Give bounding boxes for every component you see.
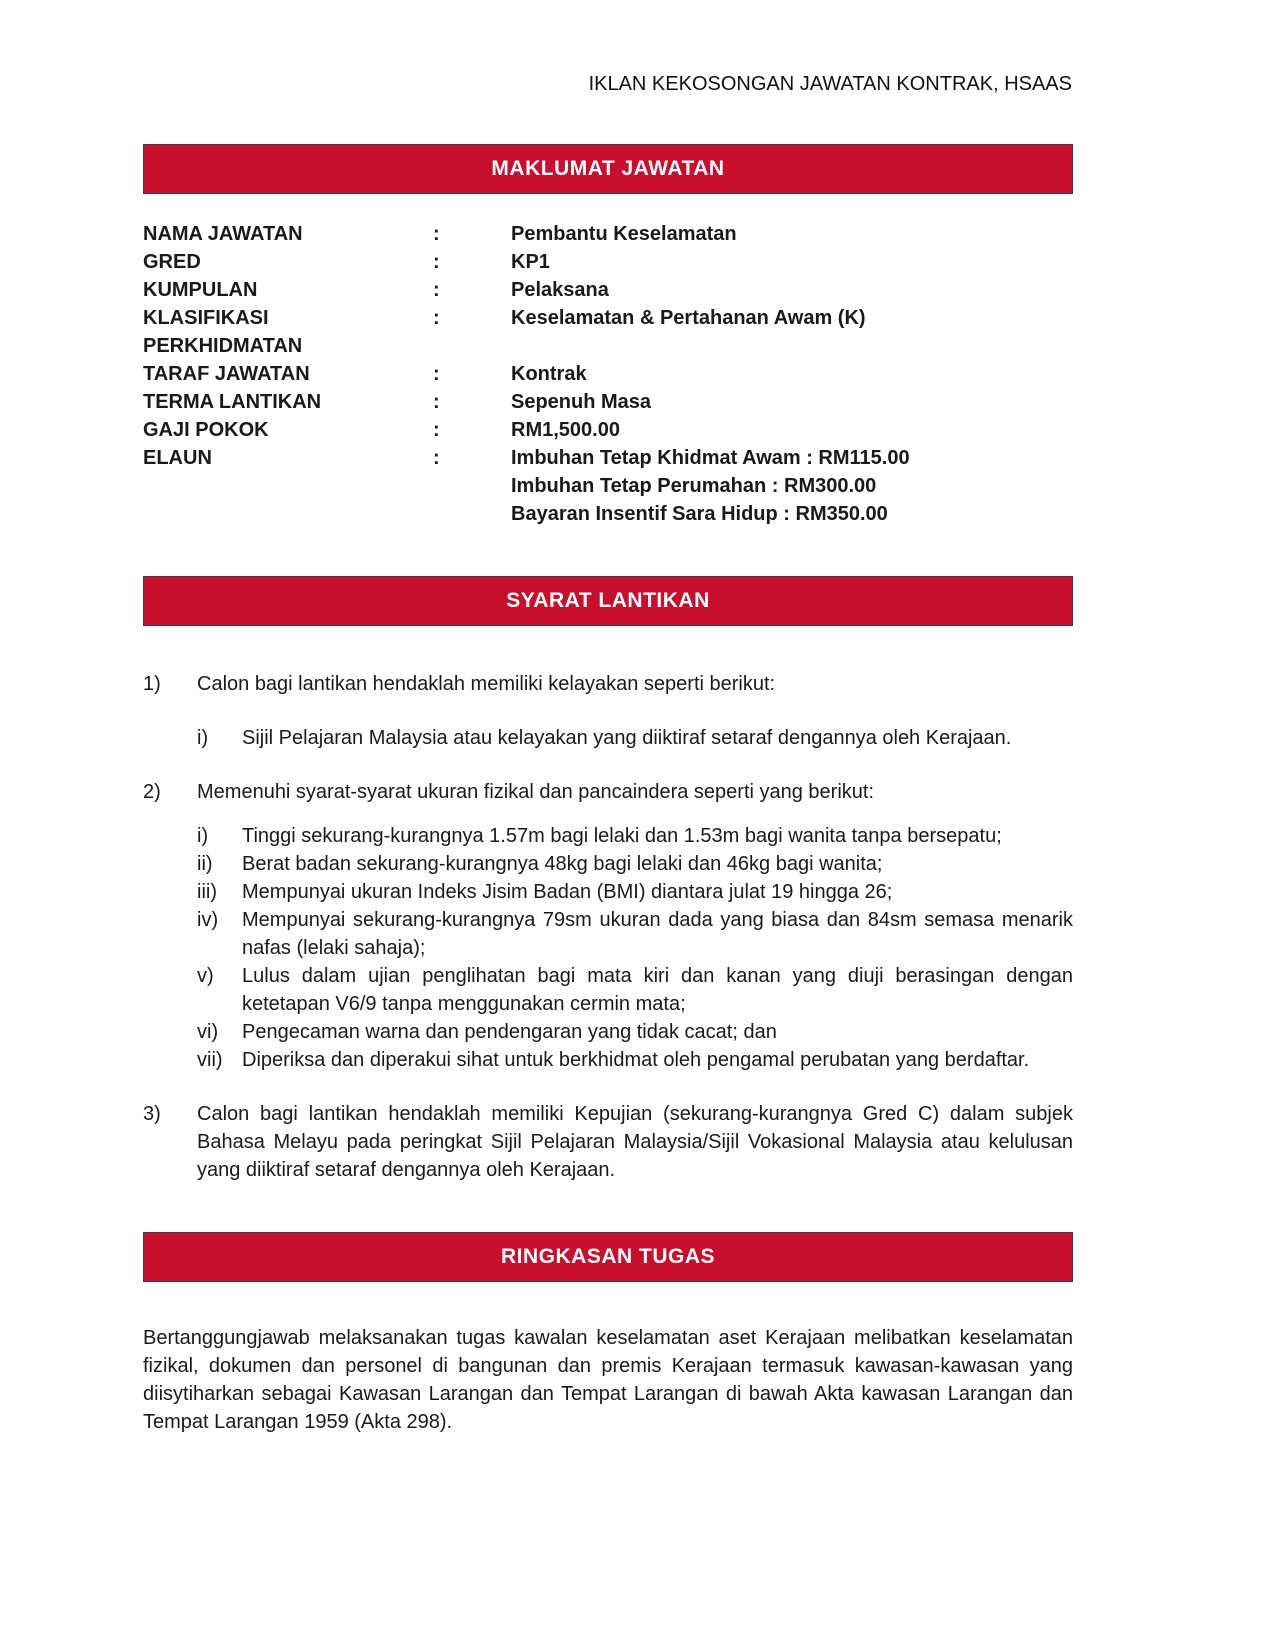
field-colon — [433, 332, 511, 360]
field-label: GAJI POKOK — [143, 419, 269, 441]
sub-item-text: Berat badan sekurang-kurangnya 48kg bagi lelaki dan 46kg bagi wanita; — [242, 853, 883, 875]
field-row — [143, 304, 1073, 332]
section-banner-maklumat-jawatan: MAKLUMAT JAWATAN — [143, 144, 1073, 194]
sub-item-text: Mempunyai sekurang-kurangnya 79sm ukuran dada yang biasa dan 84sm semasa menarik nafas (lelaki sahaja); — [242, 909, 1073, 959]
list-item-text: Calon bagi lantikan hendaklah memiliki Kepujian (sekurang-kurangnya Gred C) dalam subjek Bahasa Melayu pada peringkat Sijil Pelajaran Malaysia/Sijil Vokasional Malaysia atau kelulusan yang diiktiraf setaraf dengannya oleh Kerajaan. — [197, 1103, 1073, 1181]
field-colon — [433, 500, 511, 528]
sub-item-number: i) — [197, 727, 209, 749]
field-label: TERMA LANTIKAN — [143, 391, 322, 413]
field-colon: : — [433, 419, 440, 441]
sub-item-number: i) — [197, 825, 209, 847]
sub-item-text: Sijil Pelajaran Malaysia atau kelayakan yang diiktiraf setaraf dengannya oleh Kerajaan. — [242, 727, 1012, 749]
sub-item — [197, 1046, 1073, 1074]
field-value: Imbuhan Tetap Khidmat Awam : RM115.00 — [511, 447, 910, 469]
field-value: Sepenuh Masa — [511, 391, 652, 413]
field-label: TARAF JAWATAN — [143, 363, 310, 385]
document-header-title: IKLAN KEKOSONGAN JAWATAN KONTRAK, HSAAS — [588, 73, 1072, 95]
list-item-3 — [143, 1100, 1073, 1184]
list-item-number: 2) — [143, 781, 161, 803]
sub-item — [197, 906, 1073, 962]
sub-item-number: iii) — [197, 881, 217, 903]
sub-item-number: ii) — [197, 853, 213, 875]
sub-item — [197, 822, 1073, 850]
field-value: Kontrak — [511, 363, 587, 385]
list-item-number: 3) — [143, 1103, 161, 1125]
field-row — [143, 220, 1073, 248]
sublist-item-1 — [143, 724, 1073, 752]
field-colon: : — [433, 307, 440, 329]
field-colon: : — [433, 363, 440, 385]
field-row — [143, 332, 1073, 360]
sub-item-text: Lulus dalam ujian penglihatan bagi mata kiri dan kanan yang diuji berasingan dengan ketetapan V6/9 tanpa menggunakan cermin mata; — [242, 965, 1073, 1015]
field-row — [143, 472, 1073, 500]
job-summary-paragraph: Bertanggungjawab melaksanakan tugas kawalan keselamatan aset Kerajaan melibatkan keselamatan fizikal, dokumen dan personel di bangunan dan premis Kerajaan termasuk kawasan-kawasan yang diisytiharkan sebagai Kawasan Larangan dan Tempat Larangan di bawah Akta kawasan Larangan dan Tempat Larangan 1959 (Akta 298). — [143, 1327, 1073, 1433]
sub-item-text: Pengecaman warna dan pendengaran yang tidak cacat; dan — [242, 1021, 777, 1043]
sub-item — [197, 878, 1073, 906]
field-value: RM1,500.00 — [511, 419, 620, 441]
sub-item-number: vi) — [197, 1021, 219, 1043]
field-value: Keselamatan & Pertahanan Awam (K) — [511, 307, 866, 329]
document-content — [0, 144, 1275, 1436]
field-row — [143, 388, 1073, 416]
field-label — [143, 500, 433, 528]
sub-item-number: v) — [197, 965, 214, 987]
field-colon: : — [433, 251, 440, 273]
field-value — [511, 332, 1073, 360]
field-colon: : — [433, 279, 440, 301]
section-banner-syarat-lantikan: SYARAT LANTIKAN — [143, 576, 1073, 626]
list-item-text: Calon bagi lantikan hendaklah memiliki kelayakan seperti berikut: — [197, 673, 776, 695]
field-label: NAMA JAWATAN — [143, 223, 303, 245]
field-row — [143, 500, 1073, 528]
field-label: PERKHIDMATAN — [143, 335, 303, 357]
sub-item — [197, 724, 1073, 752]
field-colon: : — [433, 223, 440, 245]
field-colon: : — [433, 447, 440, 469]
list-item-1 — [143, 670, 1073, 698]
section-banner-ringkasan-tugas: RINGKASAN TUGAS — [143, 1232, 1073, 1282]
field-row — [143, 276, 1073, 304]
field-row — [143, 360, 1073, 388]
sub-item — [197, 850, 1073, 878]
field-value: Pelaksana — [511, 279, 609, 301]
sub-item-text: Tinggi sekurang-kurangnya 1.57m bagi lelaki dan 1.53m bagi wanita tanpa bersepatu; — [242, 825, 1002, 847]
field-label: KUMPULAN — [143, 279, 258, 301]
field-row — [143, 248, 1073, 276]
field-colon — [433, 472, 511, 500]
field-value: Bayaran Insentif Sara Hidup : RM350.00 — [511, 503, 888, 525]
list-item-number: 1) — [143, 673, 161, 695]
field-row — [143, 444, 1073, 472]
field-value: Imbuhan Tetap Perumahan : RM300.00 — [511, 475, 877, 497]
requirements-list — [143, 670, 1073, 1184]
sub-item — [197, 1018, 1073, 1046]
job-info-fields — [143, 220, 1073, 528]
sub-item-number: iv) — [197, 909, 219, 931]
field-label: KLASIFIKASI — [143, 307, 269, 329]
field-row — [143, 416, 1073, 444]
list-item-text: Memenuhi syarat-syarat ukuran fizikal dan pancaindera seperti yang berikut: — [197, 781, 875, 803]
sub-item — [197, 962, 1073, 1018]
field-value: Pembantu Keselamatan — [511, 223, 737, 245]
sub-item-text: Mempunyai ukuran Indeks Jisim Badan (BMI) diantara julat 19 hingga 26; — [242, 881, 893, 903]
field-label: ELAUN — [143, 447, 212, 469]
field-label: GRED — [143, 251, 201, 273]
list-item-2 — [143, 778, 1073, 806]
sub-item-text: Diperiksa dan diperakui sihat untuk berkhidmat oleh pengamal perubatan yang berdaftar. — [242, 1049, 1030, 1071]
field-label — [143, 472, 433, 500]
field-colon: : — [433, 391, 440, 413]
field-value: KP1 — [511, 251, 550, 273]
sub-item-number: vii) — [197, 1049, 223, 1071]
sublist-item-2 — [143, 822, 1073, 1074]
